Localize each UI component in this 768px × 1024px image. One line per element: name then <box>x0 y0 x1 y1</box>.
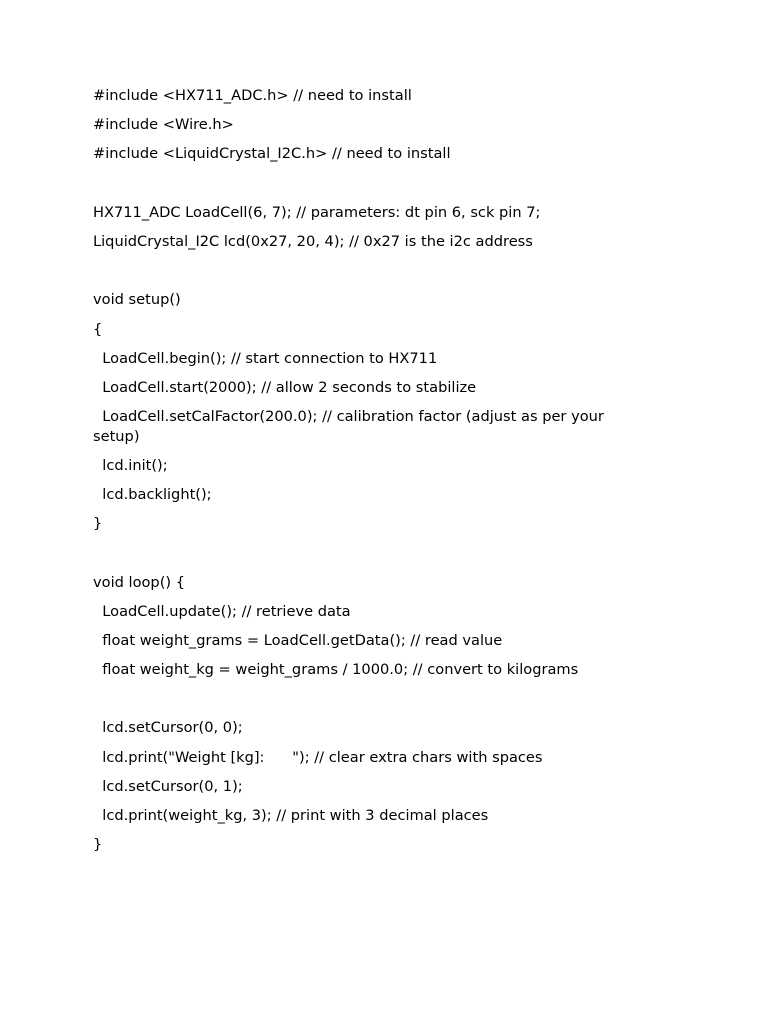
code-line: #include <Wire.h> <box>93 116 234 134</box>
code-line: { <box>93 320 103 338</box>
blank-line <box>93 543 653 563</box>
code-line: lcd.init(); <box>93 456 168 474</box>
blank-line <box>93 174 653 194</box>
code-line: void loop() { <box>93 573 186 591</box>
code-line: LoadCell.begin(); // start connection to HX711 <box>93 349 438 367</box>
code-line: lcd.backlight(); <box>93 485 212 503</box>
code-line: lcd.setCursor(0, 0); <box>93 719 243 737</box>
code-line: LiquidCrystal_I2C lcd(0x27, 20, 4); // 0x27 is the i2c address <box>93 232 533 250</box>
code-line: } <box>93 836 103 854</box>
code-line: LoadCell.update(); // retrieve data <box>93 602 351 620</box>
code-line: lcd.print("Weight [kg]: "); // clear extra chars with spaces <box>93 748 543 766</box>
code-line: #include <HX711_ADC.h> // need to install <box>93 87 412 104</box>
code-line: HX711_ADC LoadCell(6, 7); // parameters: dt pin 6, sck pin 7; <box>93 203 541 221</box>
code-line: float weight_grams = LoadCell.getData(); // read value <box>93 631 503 649</box>
code-line: } <box>93 515 103 533</box>
code-line: LoadCell.setCalFactor(200.0); // calibration factor (adjust as per your setup) <box>93 408 609 445</box>
code-line: lcd.setCursor(0, 1); <box>93 777 243 795</box>
code-line: float weight_kg = weight_grams / 1000.0; // convert to kilograms <box>93 661 579 679</box>
code-line: LoadCell.start(2000); // allow 2 seconds to stabilize <box>93 378 477 396</box>
code-listing <box>93 86 653 864</box>
code-line: void setup() <box>93 291 181 309</box>
code-line: lcd.print(weight_kg, 3); // print with 3 decimal places <box>93 807 489 824</box>
code-line: #include <LiquidCrystal_I2C.h> // need to install <box>93 145 451 163</box>
blank-line <box>93 261 653 281</box>
blank-line <box>93 689 653 709</box>
